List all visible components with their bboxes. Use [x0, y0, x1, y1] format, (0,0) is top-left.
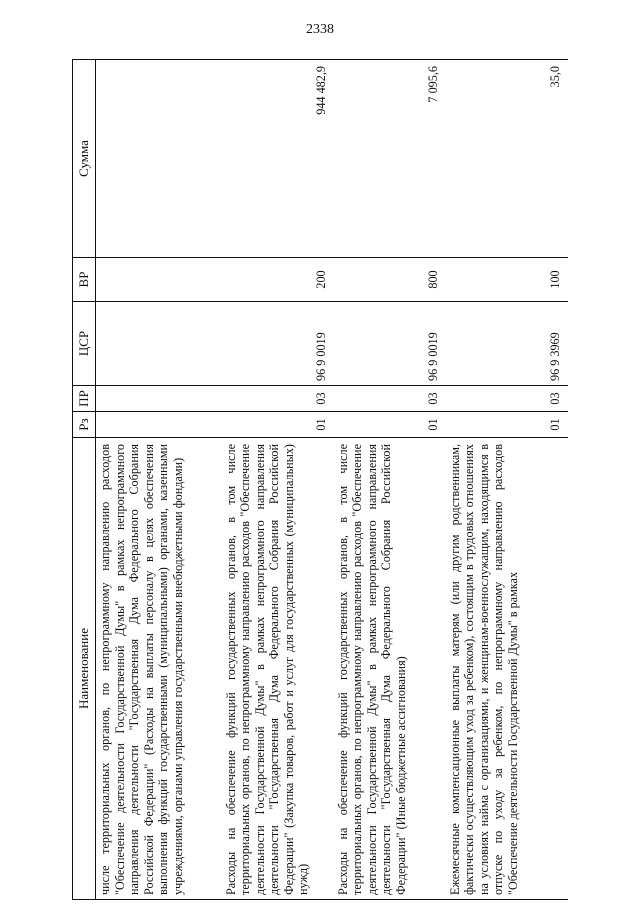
row-name: Расходы на обеспечение функций государственных органов, в том числе территориальных органов, по непрограммному направлению расходов "Обеспечение деятельности Государственной Думы" в рамках непрограммного направления деятельности "Государственная Дума Федерального Собрания Российской Федерации" (Иные бюджетные ассигнования): [334, 438, 446, 900]
row-name: Ежемесячные компенсационные выплаты матерям (или другим родственникам, фактически осуществляющим уход за ребенком), состоящим в трудовых отношениях на условиях найма с организациями, и женщинам-военнослужащим, находящимся в отпуске по уходу за ребенком, по непрограммному направлению расходов "Обеспечение деятельности Государственной Думы" в рамках: [446, 438, 568, 900]
header-csr: ЦСР: [73, 302, 96, 386]
table-row: [446, 60, 568, 900]
row-csr: [96, 302, 222, 386]
header-name: Наименование: [73, 438, 96, 900]
header-vr: ВР: [73, 258, 96, 302]
table-row: [334, 60, 446, 900]
row-name: Расходы на обеспечение функций государственных органов, в том числе территориальных органов, по непрограммному направлению расходов "Обеспечение деятельности Государственной Думы" в рамках непрограммного направления деятельности "Государственная Дума Федерального Собрания Российской Федерации" (Закупка товаров, работ и услуг для государственных (муниципальных) нужд): [222, 438, 334, 900]
row-sum: 944 482,9: [222, 60, 334, 258]
row-pr: 03: [222, 386, 334, 412]
row-vr: 800: [334, 258, 446, 302]
row-rz: [96, 412, 222, 438]
row-sum: 7 095,6: [334, 60, 446, 258]
row-pr: 03: [334, 386, 446, 412]
row-csr: 96 9 0019: [222, 302, 334, 386]
row-vr: 100: [446, 258, 568, 302]
table-header-row: [73, 60, 96, 900]
row-sum: [96, 60, 222, 258]
header-rz: Рз: [73, 412, 96, 438]
row-csr: 96 9 3969: [446, 302, 568, 386]
row-name: числе территориальных органов, по непрограммному направлению расходов "Обеспечение деятельности Государственной Думы" в рамках непрограммного направления деятельности "Государственная Дума Федерального Собрания Российской Федерации" (Расходы на выплаты персоналу в целях обеспечения выполнения функций государственными (муниципальными) органами, казенными учреждениями, органами управления государственными внебюджетными фондами): [96, 438, 222, 900]
header-sum: Сумма: [73, 60, 96, 258]
table-row: [222, 60, 334, 900]
row-csr: 96 9 0019: [334, 302, 446, 386]
row-rz: 01: [446, 412, 568, 438]
page-number: 2338: [306, 22, 334, 37]
rotated-table-container: [72, 60, 568, 900]
table-row: [96, 60, 222, 900]
row-vr: 200: [222, 258, 334, 302]
row-sum: 35,0: [446, 60, 568, 258]
budget-table: [72, 59, 568, 900]
row-pr: [96, 386, 222, 412]
row-rz: 01: [334, 412, 446, 438]
row-vr: [96, 258, 222, 302]
row-pr: 03: [446, 386, 568, 412]
header-pr: ПР: [73, 386, 96, 412]
row-rz: 01: [222, 412, 334, 438]
